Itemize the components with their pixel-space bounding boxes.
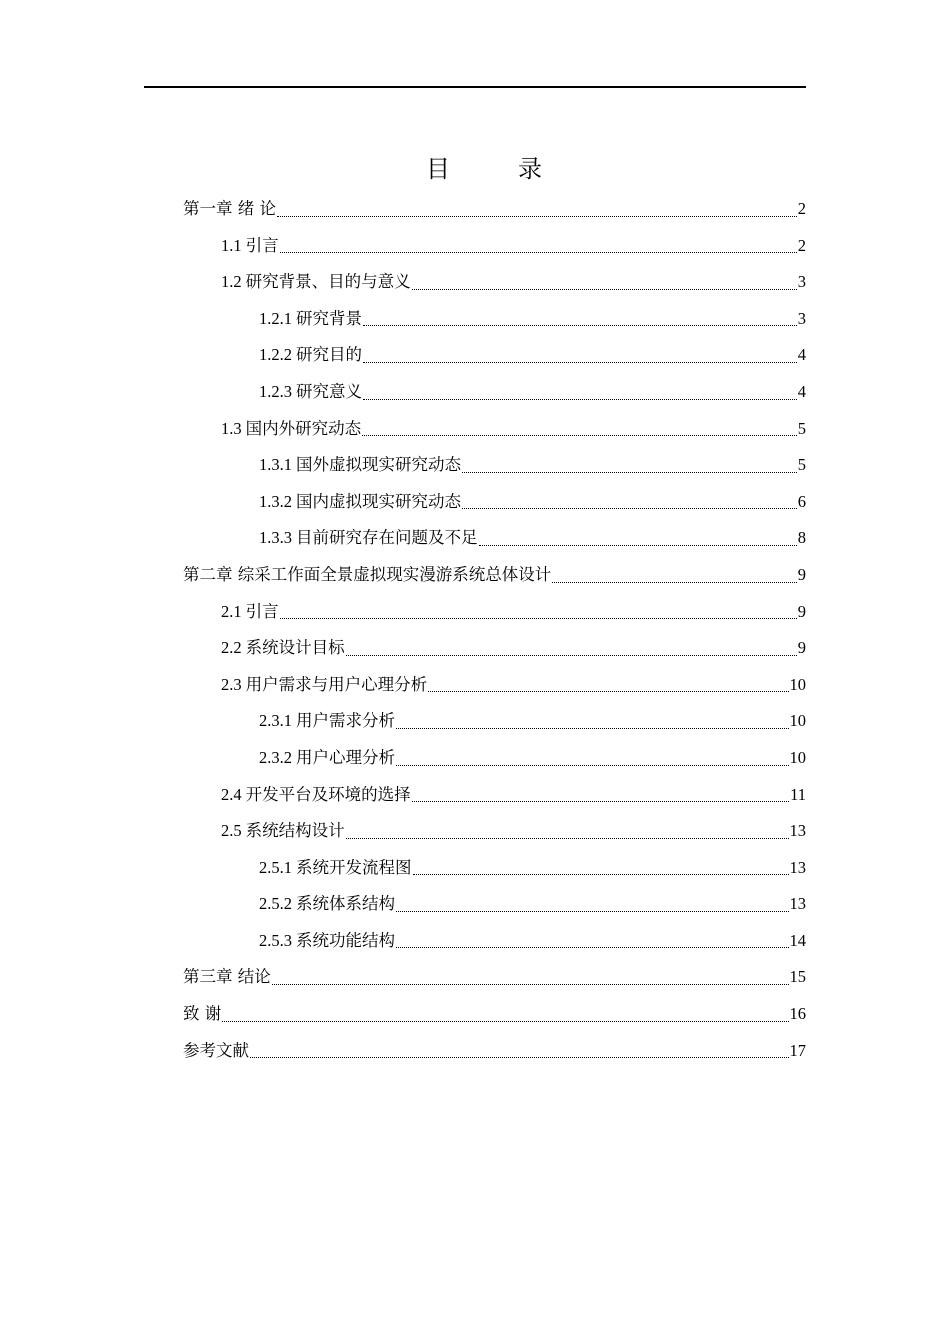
toc-entry-page-number: 13 (789, 821, 806, 841)
toc-entry-label: 国内虚拟现实研究动态 (296, 491, 461, 511)
toc-dot-leader (363, 399, 797, 400)
toc-entry-number: 1.3 (221, 418, 242, 438)
toc-entry-label: 引言 (245, 601, 279, 621)
toc-dot-leader (396, 947, 789, 948)
toc-entry[interactable] (183, 520, 806, 557)
toc-entry-page-number: 9 (797, 601, 806, 621)
toc-entry[interactable] (183, 996, 806, 1033)
toc-entry[interactable] (183, 447, 806, 484)
toc-entry-number: 2.5.1 (259, 857, 292, 877)
toc-entry-page-number: 2 (797, 235, 806, 255)
toc-entry-label: 用户需求与用户心理分析 (245, 674, 428, 694)
toc-entry-number: 2.3.2 (259, 747, 292, 767)
toc-entry-label: 系统功能结构 (296, 930, 395, 950)
header-rule (144, 86, 806, 88)
toc-entry-label: 系统开发流程图 (296, 857, 412, 877)
toc-entry[interactable] (183, 264, 806, 301)
toc-entry[interactable] (183, 191, 806, 228)
toc-entry-page-number: 4 (797, 381, 806, 401)
toc-entry-number: 1.2.3 (259, 381, 292, 401)
toc-entry-page-number: 16 (789, 1004, 806, 1024)
toc-dot-leader (428, 691, 788, 692)
toc-dot-leader (362, 435, 797, 436)
toc-entry-page-number: 2 (797, 199, 806, 218)
toc-entry-label: 系统结构设计 (245, 821, 345, 841)
toc-entry-page-number: 10 (789, 711, 806, 731)
toc-entry-label: 参考文献 (183, 1040, 249, 1060)
toc-entry[interactable] (183, 923, 806, 960)
toc-entry-page-number: 9 (797, 638, 806, 658)
toc-dot-leader (346, 838, 789, 839)
toc-dot-leader (462, 508, 797, 509)
toc-entry-number: 2.5 (221, 821, 242, 841)
toc-entry-number: 1.3.3 (259, 528, 292, 548)
toc-entry-label: 引言 (245, 235, 279, 255)
toc-entry[interactable] (183, 301, 806, 338)
toc-entry-page-number: 6 (797, 491, 806, 511)
toc-dot-leader (412, 801, 789, 802)
toc-entry-page-number: 10 (789, 747, 806, 767)
toc-entry-page-number: 5 (797, 418, 806, 438)
toc-entry-label: 第一章 绪 论 (183, 199, 276, 218)
toc-entry[interactable] (183, 850, 806, 887)
toc-entry-number: 1.2.2 (259, 345, 292, 365)
toc-entry-label: 研究背景 (296, 308, 362, 328)
toc-entry-page-number: 13 (789, 894, 806, 914)
toc-dot-leader (552, 582, 797, 583)
toc-entry-page-number: 14 (789, 930, 806, 950)
toc-entry-label: 开发平台及环境的选择 (245, 784, 411, 804)
toc-entry-number: 2.5.2 (259, 894, 292, 914)
toc-entry-page-number: 15 (789, 967, 806, 987)
toc-entry[interactable] (183, 777, 806, 814)
toc-entry-page-number: 3 (797, 272, 806, 292)
toc-dot-leader (363, 325, 797, 326)
toc-dot-leader (396, 765, 789, 766)
toc-entry-number: 2.3.1 (259, 711, 292, 731)
toc-dot-leader (412, 289, 797, 290)
toc-entry[interactable] (183, 411, 806, 448)
toc-dot-leader (396, 728, 789, 729)
toc-dot-leader (222, 1021, 788, 1022)
toc-entry-label: 系统体系结构 (296, 894, 395, 914)
toc-dot-leader (272, 984, 789, 985)
toc-entry-label: 国外虚拟现实研究动态 (296, 455, 461, 475)
toc-dot-leader (479, 545, 797, 546)
toc-entry-number: 2.3 (221, 674, 242, 694)
toc-entry[interactable] (183, 703, 806, 740)
toc-entry-label: 第三章 结论 (183, 967, 271, 987)
table-of-contents (183, 191, 806, 1069)
toc-entry-label: 国内外研究动态 (245, 418, 362, 438)
toc-entry[interactable] (183, 886, 806, 923)
toc-entry-label: 用户需求分析 (296, 711, 395, 731)
toc-entry-page-number: 17 (789, 1040, 806, 1060)
toc-entry-page-number: 4 (797, 345, 806, 365)
toc-entry-number: 2.5.3 (259, 930, 292, 950)
toc-dot-leader (250, 1057, 789, 1058)
toc-entry-number: 1.2.1 (259, 308, 292, 328)
toc-entry[interactable] (183, 1033, 806, 1070)
toc-entry-number: 2.4 (221, 784, 242, 804)
toc-entry-number: 1.1 (221, 235, 242, 255)
toc-entry-label: 系统设计目标 (245, 638, 345, 658)
toc-title: 目 录 (426, 155, 564, 183)
toc-entry-label: 研究目的 (296, 345, 362, 365)
toc-entry[interactable] (183, 374, 806, 411)
toc-dot-leader (363, 362, 797, 363)
toc-entry[interactable] (183, 630, 806, 667)
toc-entry[interactable] (183, 813, 806, 850)
toc-entry[interactable] (183, 740, 806, 777)
toc-entry[interactable] (183, 959, 806, 996)
toc-entry-label: 用户心理分析 (296, 747, 395, 767)
toc-entry-label: 第二章 综采工作面全景虚拟现实漫游系统总体设计 (183, 564, 552, 584)
toc-entry-label: 研究意义 (296, 381, 362, 401)
toc-entry-label: 目前研究存在问题及不足 (296, 528, 478, 548)
toc-entry[interactable] (183, 484, 806, 521)
toc-entry[interactable] (183, 667, 806, 704)
toc-entry[interactable] (183, 337, 806, 374)
toc-entry-page-number: 10 (789, 674, 806, 694)
toc-dot-leader (396, 911, 789, 912)
toc-dot-leader (280, 618, 797, 619)
toc-entry-label: 研究背景、目的与意义 (245, 272, 411, 292)
toc-entry-number: 2.2 (221, 638, 242, 658)
toc-entry-page-number: 8 (797, 528, 806, 548)
toc-entry-page-number: 3 (797, 308, 806, 328)
toc-entry[interactable] (183, 228, 806, 265)
toc-entry-number: 2.1 (221, 601, 242, 621)
toc-entry-page-number: 5 (797, 455, 806, 475)
toc-entry-page-number: 9 (797, 564, 806, 584)
toc-entry-page-number: 11 (790, 784, 806, 804)
toc-entry[interactable] (183, 557, 806, 594)
toc-dot-leader (462, 472, 797, 473)
toc-entry-number: 1.3.1 (259, 455, 292, 475)
toc-entry-label: 致 谢 (183, 1004, 222, 1024)
toc-dot-leader (413, 874, 789, 875)
toc-entry-page-number: 13 (789, 857, 806, 877)
toc-entry[interactable] (183, 594, 806, 631)
toc-dot-leader (280, 252, 797, 253)
toc-entry-number: 1.2 (221, 272, 242, 292)
toc-entry-number: 1.3.2 (259, 491, 292, 511)
toc-dot-leader (277, 216, 797, 217)
toc-dot-leader (346, 655, 797, 656)
